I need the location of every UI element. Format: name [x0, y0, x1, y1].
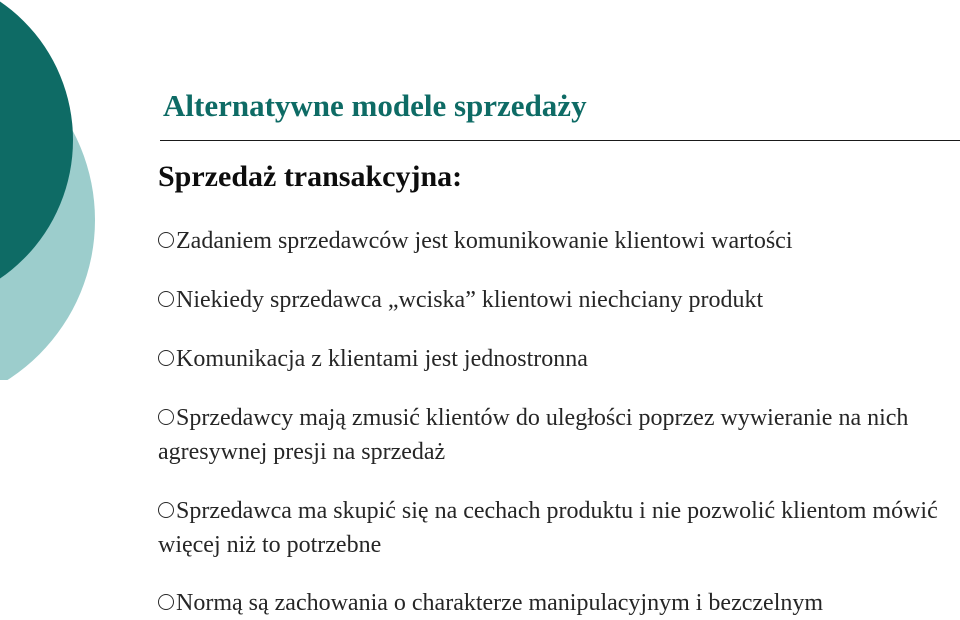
bullet-text: Sprzedawca ma skupić się na cechach produktu i nie pozwolić klientom mówić więcej niż to potrzebne: [158, 498, 938, 558]
bullet-item: [158, 342, 953, 376]
bullet-item: [158, 586, 953, 620]
bullet-circle-icon: [158, 291, 174, 307]
bullet-item: [158, 401, 953, 469]
bullet-text: Zadaniem sprzedawców jest komunikowanie klientowi wartości: [176, 228, 793, 254]
bullet-circle-icon: [158, 502, 174, 518]
bullet-item: [158, 494, 953, 562]
title-divider: [160, 140, 960, 141]
bullet-circle-icon: [158, 350, 174, 366]
bullet-text: Normą są zachowania o charakterze manipulacyjnym i bezczelnym: [176, 590, 824, 616]
slide-subtitle: Sprzedaż transakcyjna:: [158, 160, 463, 193]
bullet-item: [158, 224, 953, 258]
bullet-text: Sprzedawcy mają zmusić klientów do uległości poprzez wywieranie na nich agresywnej presji na sprzedaż: [158, 405, 909, 465]
bullet-item: [158, 283, 953, 317]
bullet-text: Niekiedy sprzedawca „wciska” klientowi niechciany produkt: [176, 287, 764, 313]
bullet-circle-icon: [158, 594, 174, 610]
decorative-circles: [0, 0, 110, 380]
slide-title: Alternatywne modele sprzedaży: [163, 88, 587, 123]
bullet-text: Komunikacja z klientami jest jednostronna: [176, 346, 588, 372]
bullet-circle-icon: [158, 409, 174, 425]
bullet-circle-icon: [158, 232, 174, 248]
